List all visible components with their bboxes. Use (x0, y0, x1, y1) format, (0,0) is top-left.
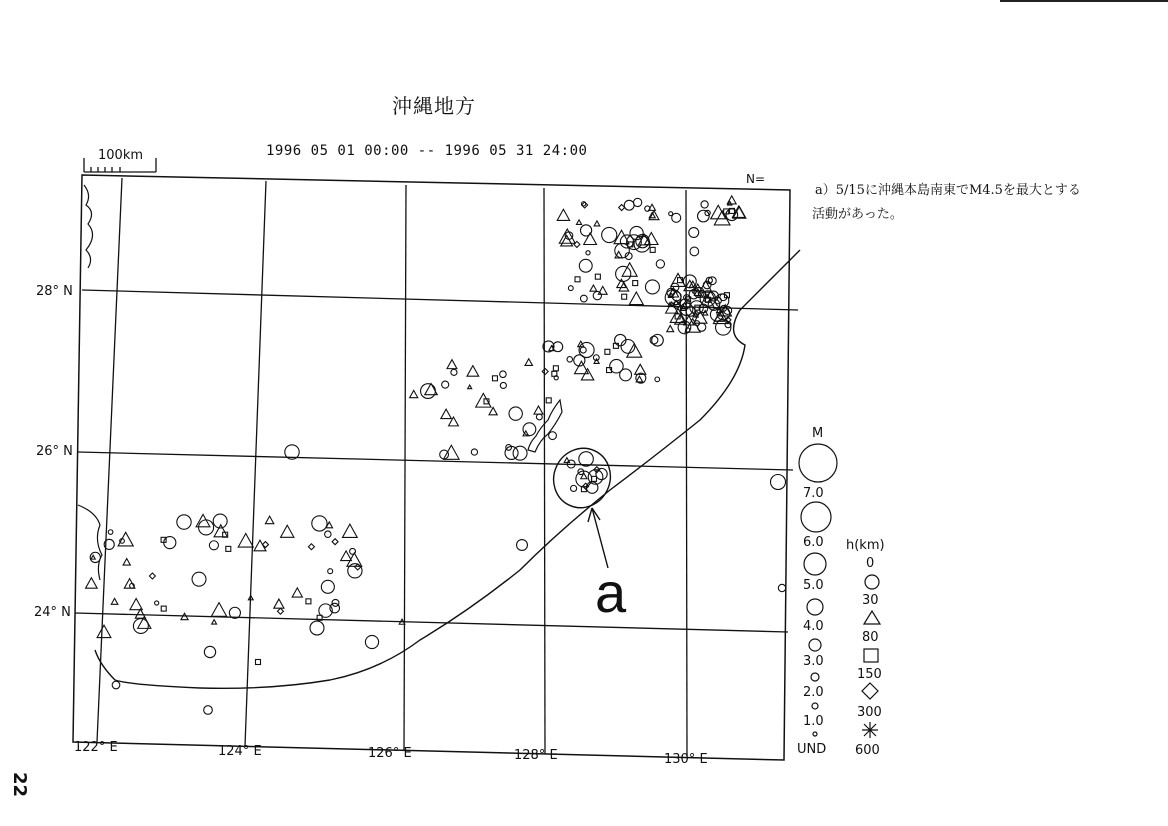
quake-triangle (254, 540, 266, 551)
quake-triangle (86, 578, 98, 588)
quake-triangle (577, 220, 582, 225)
quake-square (575, 277, 580, 282)
quake-circle (567, 357, 572, 362)
scale-bar-label: 100km (98, 148, 144, 163)
quake-circle (310, 621, 324, 635)
legend-mag-label-1: 6.0 (803, 535, 824, 550)
quake-triangle (123, 559, 130, 566)
legend-mag-label-3: 4.0 (803, 619, 824, 634)
map-title: 沖縄地方 (392, 94, 476, 118)
quake-square (306, 599, 311, 604)
quake-circle (155, 601, 159, 605)
quake-triangle (91, 555, 95, 559)
quake-circle (771, 475, 786, 490)
quake-triangle (594, 221, 600, 226)
quake-circle (645, 280, 659, 294)
quake-triangle (467, 366, 479, 377)
quake-square (650, 247, 655, 252)
quake-circle (726, 209, 738, 221)
legend-depth-title: h(km) (846, 538, 885, 553)
quake-triangle (581, 369, 593, 380)
legend-depth-label-3: 150 (857, 667, 882, 682)
quake-square (226, 546, 231, 551)
legend-depth-30 (864, 611, 880, 624)
legend-mag-2 (811, 673, 819, 681)
legend-mag-4 (807, 599, 823, 615)
quake-triangle (441, 409, 452, 418)
quake-triangle (489, 407, 497, 414)
quake-circle (192, 572, 206, 586)
north-label: N= (746, 172, 766, 186)
quake-circle (620, 369, 632, 381)
quake-circle (513, 446, 527, 460)
quake-circle (689, 228, 699, 238)
quake-circle (509, 407, 522, 420)
scale-bar (84, 158, 156, 172)
quake-circle (312, 516, 327, 531)
quake-diamond (149, 573, 155, 579)
legend-mag-3 (809, 639, 821, 651)
quake-circle (199, 520, 214, 535)
quake-circle (536, 414, 542, 420)
quake-circle (325, 531, 331, 537)
quake-circle (328, 569, 333, 574)
legend-depth-label-0: 0 (866, 556, 875, 571)
quake-circle (209, 541, 218, 550)
legend-depth-label-1: 30 (862, 593, 879, 608)
quake-circle (580, 225, 591, 236)
quake-circle (451, 369, 457, 375)
legend-mag-label-2: 5.0 (803, 578, 824, 593)
quake-circle (471, 449, 477, 455)
quake-circle (523, 423, 536, 436)
quake-circle (580, 295, 587, 302)
quake-diamond (308, 544, 314, 550)
legend-mag-6 (801, 502, 831, 532)
quake-triangle (274, 599, 284, 608)
quake-circle (571, 485, 577, 491)
quake-circle (204, 646, 215, 657)
legend-depth-300 (862, 722, 878, 738)
quake-square (622, 294, 627, 299)
quake-triangle (281, 525, 294, 537)
note-line-2: 活動があった。 (812, 207, 903, 222)
legend-mag-1 (812, 703, 818, 709)
period-label: 1996 05 01 00:00 -- 1996 05 31 24:00 (266, 143, 588, 159)
quake-circle (701, 201, 708, 208)
quake-triangle (410, 390, 418, 397)
quake-circle (421, 384, 436, 399)
quake-circle (177, 515, 191, 529)
legend-depth-label-2: 80 (862, 630, 879, 645)
lon-label-126: 126° E (368, 746, 412, 761)
quake-triangle (557, 209, 569, 220)
legend-mag-label-0: 7.0 (803, 486, 824, 501)
quake-triangle (444, 445, 460, 459)
quake-circle (568, 286, 573, 291)
quake-triangle (590, 285, 597, 291)
legend-depth-label-4: 300 (857, 705, 882, 720)
legend-mag-label-7: UND (797, 742, 827, 757)
quake-diamond (332, 539, 338, 545)
legend-mag-label-5: 2.0 (803, 685, 824, 700)
lon-label-130: 130° E (664, 752, 708, 767)
legend-mag-title: M (812, 426, 824, 441)
legend-depth-0 (865, 575, 879, 589)
lat-label-26: 26° N (36, 444, 73, 459)
lon-label-128: 128° E (514, 748, 558, 763)
quake-square (553, 366, 558, 371)
quake-square (546, 398, 551, 403)
quake-circle (633, 198, 641, 206)
quake-circle (602, 227, 617, 242)
latitude-grid (75, 290, 798, 632)
quake-circle (579, 452, 593, 466)
quake-circle (596, 468, 607, 479)
quake-triangle (292, 588, 302, 597)
quake-circle (549, 432, 557, 440)
quake-triangle (130, 599, 142, 610)
quake-circle (705, 210, 710, 215)
quake-triangle (534, 406, 543, 414)
legend-mag-5 (804, 553, 826, 575)
quake-triangle (111, 598, 118, 604)
quake-triangle (598, 286, 607, 294)
quake-triangle (212, 620, 217, 624)
quake-circle (112, 681, 120, 689)
legend-mag-label-6: 1.0 (803, 714, 824, 729)
quake-triangle (265, 516, 273, 524)
quake-circle (778, 584, 785, 591)
quake-circle (350, 548, 356, 554)
quake-triangle (97, 625, 111, 637)
lon-label-122: 122° E (74, 740, 118, 755)
annotation-a-label: a (595, 561, 627, 624)
quake-triangle (347, 553, 362, 566)
quake-circle (365, 635, 378, 648)
quake-circle (204, 706, 213, 715)
quake-circle (586, 251, 590, 255)
quake-circle (655, 377, 660, 382)
quake-square (492, 376, 497, 381)
quake-circle (593, 291, 601, 299)
quake-triangle (342, 524, 357, 537)
lon-label-124: 124° E (218, 744, 262, 759)
quake-triangle (238, 534, 253, 548)
quake-triangle (525, 359, 533, 366)
quake-triangle (468, 385, 472, 389)
quake-square (256, 660, 261, 665)
quake-circle (108, 530, 113, 535)
quake-circle (500, 371, 507, 378)
quake-circle (698, 323, 706, 331)
quake-circle (672, 213, 681, 222)
quake-circle (579, 259, 592, 272)
legend-depth-label-5: 600 (855, 743, 880, 758)
legend-mag-label-4: 3.0 (803, 654, 824, 669)
quake-triangle (564, 458, 569, 463)
quake-triangle (667, 325, 674, 331)
legend-depth-80 (864, 649, 878, 662)
quake-diamond (355, 564, 361, 570)
quake-triangle (211, 603, 226, 617)
lat-label-28: 28° N (36, 284, 73, 299)
annotation-a (544, 439, 620, 568)
legend-mag-und (813, 732, 817, 736)
quake-square (595, 274, 600, 279)
quake-square (605, 349, 610, 354)
quake-square (633, 281, 638, 286)
quake-diamond (277, 608, 283, 614)
quake-circle (321, 580, 334, 593)
legend-mag-7 (799, 444, 837, 482)
lat-label-24: 24° N (34, 605, 71, 620)
quake-circle (517, 540, 528, 551)
longitude-grid (97, 178, 687, 756)
quake-circle (580, 347, 586, 353)
quake-square (161, 606, 166, 611)
quake-circle (690, 247, 699, 256)
legend-depth-150 (862, 683, 878, 699)
note-line-1: a）5/15に沖縄本島南東でM4.5を最大とする (815, 183, 1081, 198)
quake-triangle (629, 292, 643, 305)
quake-circle (442, 381, 449, 388)
quake-triangle (447, 360, 457, 369)
quake-circle (624, 200, 634, 210)
page-number: 22 (9, 772, 30, 798)
quake-diamond (542, 368, 548, 374)
quake-circle (656, 260, 664, 268)
quake-circle (500, 382, 506, 388)
